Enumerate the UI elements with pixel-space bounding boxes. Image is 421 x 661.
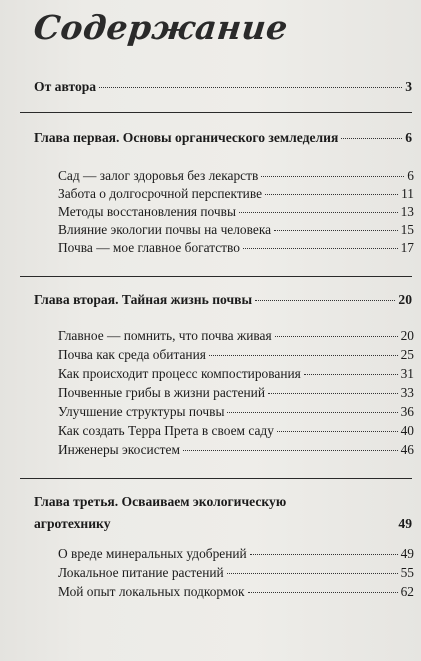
toc-item-page: 55 [400, 565, 414, 580]
leader-dots [277, 431, 398, 432]
section-divider [20, 478, 412, 479]
toc-item[interactable] [58, 565, 414, 581]
toc-entry-page: 49 [398, 516, 412, 531]
toc-item[interactable] [58, 222, 414, 238]
toc-item-label: Влияние экологии почвы на человека [58, 222, 272, 237]
leader-dots [268, 393, 398, 394]
toc-item[interactable] [58, 584, 414, 600]
toc-item[interactable] [58, 204, 414, 220]
toc-item-page: 49 [400, 546, 414, 561]
toc-item-page: 36 [400, 404, 414, 419]
toc-item[interactable] [58, 366, 414, 382]
toc-item-label: Мой опыт локальных подкормок [58, 584, 245, 599]
toc-entry-label-line1: Глава третья. Осваиваем экологическую [34, 494, 287, 509]
toc-item-label: О вреде минеральных удобрений [58, 546, 247, 561]
toc-item-page: 17 [400, 240, 414, 255]
toc-entry-label: От автора [34, 79, 97, 94]
leader-dots [209, 355, 398, 356]
toc-item[interactable] [58, 328, 414, 344]
toc-entry-label: Глава первая. Основы органического земледелия [34, 130, 339, 145]
leader-dots [227, 412, 397, 413]
toc-entry-label-line2: агротехнику [34, 516, 111, 531]
toc-item[interactable] [58, 240, 414, 256]
toc-item-label: Забота о долгосрочной перспективе [58, 186, 263, 201]
toc-item-page: 25 [400, 347, 414, 362]
leader-dots [250, 554, 398, 555]
toc-item-page: 13 [400, 204, 414, 219]
toc-item-page: 15 [400, 222, 414, 237]
toc-item[interactable] [58, 186, 414, 202]
toc-item[interactable] [58, 168, 414, 184]
toc-item-page: 33 [400, 385, 414, 400]
toc-entry-author[interactable] [34, 79, 412, 95]
toc-item-page: 20 [400, 328, 414, 343]
leader-dots [255, 300, 395, 301]
toc-item-label: Как происходит процесс компостирования [58, 366, 301, 381]
leader-dots [99, 87, 402, 88]
section-divider [20, 112, 412, 113]
toc-entry-page: 3 [405, 79, 412, 94]
toc-item-page: 6 [407, 168, 414, 183]
toc-entry-label: Глава вторая. Тайная жизнь почвы [34, 292, 253, 307]
toc-item-label: Главное — помнить, что почва живая [58, 328, 272, 343]
toc-item-page: 11 [401, 186, 414, 201]
toc-item-page: 40 [400, 423, 414, 438]
toc-item-label: Локальное питание растений [58, 565, 224, 580]
leader-dots [304, 374, 398, 375]
toc-chapter-3[interactable] [34, 491, 412, 535]
toc-item[interactable] [58, 442, 414, 458]
toc-entry-page: 20 [398, 292, 412, 307]
leader-dots [261, 176, 404, 177]
toc-item-label: Почвенные грибы в жизни растений [58, 385, 266, 400]
leader-dots [239, 212, 398, 213]
toc-item-label: Улучшение структуры почвы [58, 404, 225, 419]
toc-item-label: Инженеры экосистем [58, 442, 180, 457]
toc-chapter-1[interactable] [34, 130, 412, 146]
leader-dots [243, 248, 398, 249]
section-divider [20, 276, 412, 277]
toc-item[interactable] [58, 347, 414, 363]
toc-chapter-2[interactable] [34, 292, 412, 308]
toc-item-label: Как создать Терра Прета в своем саду [58, 423, 274, 438]
toc-item-label: Почва — мое главное богатство [58, 240, 240, 255]
leader-dots [265, 194, 398, 195]
leader-dots [248, 592, 398, 593]
toc-item-label: Методы восстановления почвы [58, 204, 236, 219]
toc-item[interactable] [58, 404, 414, 420]
leader-dots [341, 138, 402, 139]
leader-dots [227, 573, 398, 574]
toc-item-label: Сад — залог здоровья без лекарств [58, 168, 259, 183]
toc-entry-page: 6 [405, 130, 412, 145]
toc-item-page: 31 [400, 366, 414, 381]
toc-item-page: 62 [400, 584, 414, 599]
toc-item[interactable] [58, 423, 414, 439]
leader-dots [275, 336, 398, 337]
toc-item-page: 46 [400, 442, 414, 457]
page-title: Содержание [31, 8, 290, 47]
toc-item[interactable] [58, 546, 414, 562]
leader-dots [183, 450, 398, 451]
leader-dots [274, 230, 398, 231]
toc-item[interactable] [58, 385, 414, 401]
toc-item-label: Почва как среда обитания [58, 347, 206, 362]
